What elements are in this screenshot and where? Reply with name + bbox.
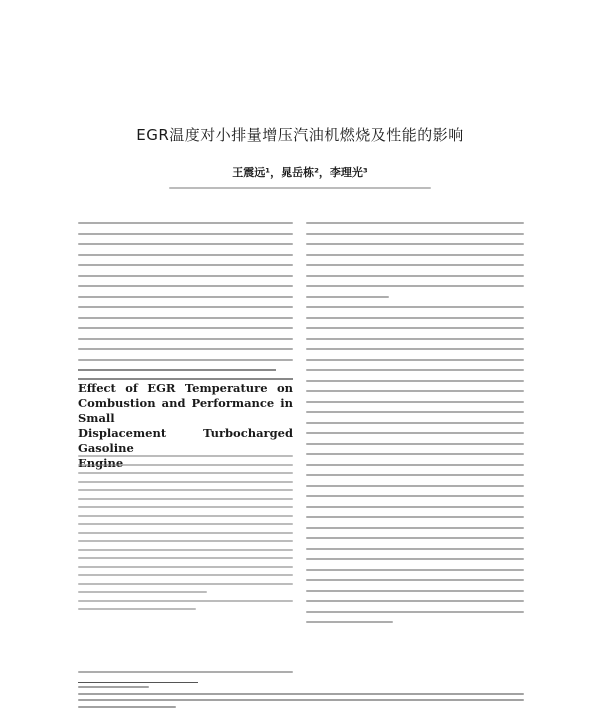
classification-line	[78, 378, 293, 380]
english-title: Effect of EGR Temperature on Combustion and Performance in Small Displacement Turbocharged Gasoline	[78, 381, 293, 455]
english-abstract	[78, 455, 293, 617]
chinese-keywords	[78, 369, 276, 371]
footnotes	[78, 686, 524, 712]
body-text-column	[306, 222, 524, 632]
author-line: 王震远¹，晁岳栋²，李理光³	[232, 166, 368, 179]
affiliation-line	[0, 187, 600, 189]
footnote-rule	[78, 682, 198, 683]
paper-title: EGR温度对小排量增压汽油机燃烧及性能的影响	[136, 126, 464, 144]
intro-start	[78, 671, 293, 682]
english-keywords	[78, 600, 293, 602]
chinese-abstract	[78, 222, 293, 387]
